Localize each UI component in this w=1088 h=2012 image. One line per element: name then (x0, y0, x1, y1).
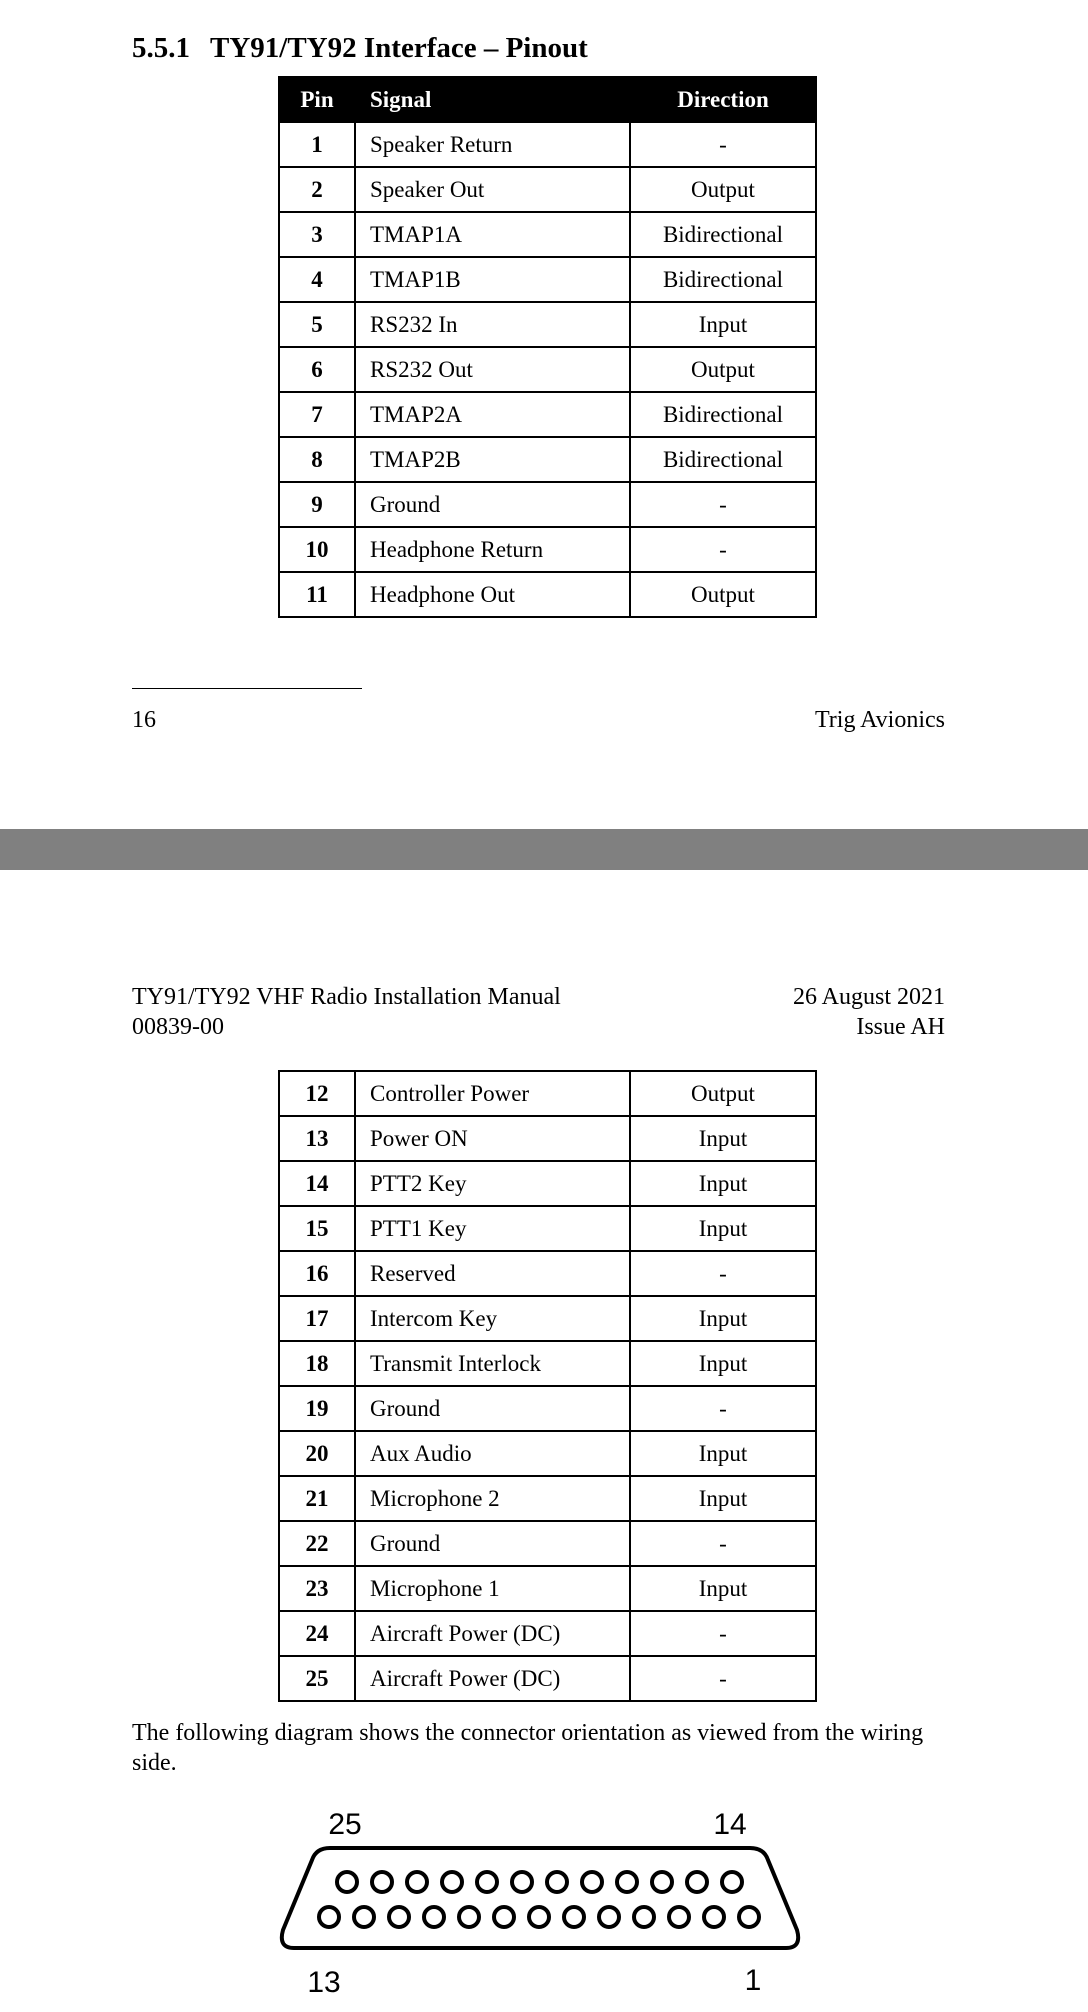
section-title: TY91/TY92 Interface – Pinout (210, 32, 588, 64)
table-row (279, 212, 816, 257)
signal-direction: Bidirectional (630, 212, 816, 257)
connector-pin (512, 1872, 532, 1892)
signal-direction: Input (630, 1566, 816, 1611)
table-row (279, 1251, 816, 1296)
signal-name: Controller Power (355, 1071, 630, 1116)
table-row (279, 1656, 816, 1701)
header-pin: Pin (279, 77, 355, 122)
page-header-right (793, 982, 945, 1042)
table-row (279, 1611, 816, 1656)
signal-name: Ground (355, 1521, 630, 1566)
table-row (279, 1476, 816, 1521)
signal-direction: Input (630, 1161, 816, 1206)
connector-pin (547, 1872, 567, 1892)
signal-name: Intercom Key (355, 1296, 630, 1341)
signal-name: PTT1 Key (355, 1206, 630, 1251)
connector-pin (477, 1872, 497, 1892)
connector-pin (687, 1872, 707, 1892)
signal-name: TMAP1A (355, 212, 630, 257)
signal-name: Speaker Out (355, 167, 630, 212)
signal-direction: Input (630, 1296, 816, 1341)
table-row (279, 572, 816, 617)
table-row (279, 1161, 816, 1206)
pin-number: 8 (279, 437, 355, 482)
doc-number: 00839-00 (132, 1014, 224, 1040)
pin-number: 18 (279, 1341, 355, 1386)
pin-number: 25 (279, 1656, 355, 1701)
db25-connector-diagram (270, 1800, 810, 2000)
footer-company: Trig Avionics (814, 707, 945, 733)
signal-name: Reserved (355, 1251, 630, 1296)
signal-direction: Input (630, 1116, 816, 1161)
signal-direction: Bidirectional (630, 437, 816, 482)
table-row (279, 347, 816, 392)
signal-name: TMAP1B (355, 257, 630, 302)
signal-name: RS232 Out (355, 347, 630, 392)
connector-label-1: 1 (744, 1964, 762, 1997)
pin-number: 24 (279, 1611, 355, 1656)
pin-number: 12 (279, 1071, 355, 1116)
signal-name: TMAP2B (355, 437, 630, 482)
pin-number: 22 (279, 1521, 355, 1566)
diagram-caption: The following diagram shows the connector orientation as viewed from the wiring side. (132, 1720, 924, 1776)
page-separator (0, 829, 1088, 870)
connector-pin (617, 1872, 637, 1892)
pin-number: 1 (279, 122, 355, 167)
table-row (279, 1431, 816, 1476)
pin-number: 2 (279, 167, 355, 212)
pin-number: 19 (279, 1386, 355, 1431)
connector-label-14: 14 (713, 1808, 747, 1841)
table-row (279, 482, 816, 527)
signal-name: Speaker Return (355, 122, 630, 167)
manual-title: TY91/TY92 VHF Radio Installation Manual (132, 984, 561, 1010)
pinout-table-part-1 (278, 76, 817, 618)
footnote-rule (132, 688, 362, 689)
connector-pin (564, 1907, 584, 1927)
signal-direction: Input (630, 1206, 816, 1251)
pin-number: 5 (279, 302, 355, 347)
pin-number: 6 (279, 347, 355, 392)
connector-pin (459, 1907, 479, 1927)
signal-name: Microphone 2 (355, 1476, 630, 1521)
pin-number: 21 (279, 1476, 355, 1521)
footer-page-number: 16 (132, 707, 156, 733)
pin-number: 16 (279, 1251, 355, 1296)
signal-name: Power ON (355, 1116, 630, 1161)
connector-pin (634, 1907, 654, 1927)
connector-label-25: 25 (328, 1808, 362, 1841)
signal-direction: - (630, 1521, 816, 1566)
pin-number: 20 (279, 1431, 355, 1476)
signal-name: PTT2 Key (355, 1161, 630, 1206)
connector-pin (722, 1872, 742, 1892)
connector-pin (739, 1907, 759, 1927)
signal-direction: Output (630, 167, 816, 212)
signal-direction: - (630, 1251, 816, 1296)
section-number: 5.5.1 (132, 32, 190, 64)
connector-pin (424, 1907, 444, 1927)
connector-pin (407, 1872, 427, 1892)
header-signal: Signal (355, 77, 630, 122)
signal-direction: Output (630, 572, 816, 617)
pin-number: 14 (279, 1161, 355, 1206)
signal-name: Ground (355, 1386, 630, 1431)
connector-pin-row-top (337, 1872, 742, 1892)
connector-pin (669, 1907, 689, 1927)
connector-pin-row-bottom (319, 1907, 759, 1927)
signal-name: Headphone Return (355, 527, 630, 572)
signal-direction: Bidirectional (630, 257, 816, 302)
pin-number: 15 (279, 1206, 355, 1251)
signal-direction: - (630, 1611, 816, 1656)
table-row (279, 1341, 816, 1386)
pin-number: 23 (279, 1566, 355, 1611)
signal-name: Aircraft Power (DC) (355, 1656, 630, 1701)
signal-name: Aircraft Power (DC) (355, 1611, 630, 1656)
connector-pin (442, 1872, 462, 1892)
connector-pin (319, 1907, 339, 1927)
signal-direction: Input (630, 1341, 816, 1386)
signal-direction: - (630, 482, 816, 527)
signal-name: Microphone 1 (355, 1566, 630, 1611)
table-row (279, 257, 816, 302)
table-row (279, 1206, 816, 1251)
connector-pin (529, 1907, 549, 1927)
connector-pin (652, 1872, 672, 1892)
signal-name: Headphone Out (355, 572, 630, 617)
table-row (279, 1296, 816, 1341)
signal-name: TMAP2A (355, 392, 630, 437)
signal-direction: Input (630, 1431, 816, 1476)
signal-direction: Output (630, 347, 816, 392)
connector-pin (354, 1907, 374, 1927)
signal-direction: - (630, 1656, 816, 1701)
pin-number: 4 (279, 257, 355, 302)
pinout-table-part-2 (278, 1070, 817, 1702)
table-row (279, 392, 816, 437)
table-row (279, 1521, 816, 1566)
table-row (279, 122, 816, 167)
issue-label: Issue AH (856, 1014, 945, 1040)
pin-number: 3 (279, 212, 355, 257)
table-row (279, 167, 816, 212)
connector-pin (389, 1907, 409, 1927)
connector-pin (372, 1872, 392, 1892)
signal-direction: Input (630, 302, 816, 347)
connector-shell (282, 1848, 798, 1948)
connector-pin (599, 1907, 619, 1927)
table-row (279, 1116, 816, 1161)
pin-number: 17 (279, 1296, 355, 1341)
signal-direction: Input (630, 1476, 816, 1521)
signal-direction: Output (630, 1071, 816, 1116)
signal-name: Transmit Interlock (355, 1341, 630, 1386)
signal-name: Ground (355, 482, 630, 527)
pin-number: 7 (279, 392, 355, 437)
signal-direction: - (630, 527, 816, 572)
header-direction: Direction (630, 77, 816, 122)
pin-number: 13 (279, 1116, 355, 1161)
pin-number: 10 (279, 527, 355, 572)
signal-direction: - (630, 1386, 816, 1431)
connector-label-13: 13 (307, 1966, 341, 1999)
connector-pin (337, 1872, 357, 1892)
section-heading (132, 32, 588, 65)
signal-direction: - (630, 122, 816, 167)
table-header-row (279, 77, 816, 122)
table-row (279, 1566, 816, 1611)
table-row (279, 527, 816, 572)
table-row (279, 302, 816, 347)
table-row (279, 1386, 816, 1431)
pin-number: 9 (279, 482, 355, 527)
signal-name: RS232 In (355, 302, 630, 347)
page-header-left (132, 982, 561, 1042)
pin-number: 11 (279, 572, 355, 617)
signal-direction: Bidirectional (630, 392, 816, 437)
connector-pin (582, 1872, 602, 1892)
connector-pin (704, 1907, 724, 1927)
table-row (279, 1071, 816, 1116)
table-row (279, 437, 816, 482)
signal-name: Aux Audio (355, 1431, 630, 1476)
connector-pin (494, 1907, 514, 1927)
issue-date: 26 August 2021 (792, 984, 945, 1010)
